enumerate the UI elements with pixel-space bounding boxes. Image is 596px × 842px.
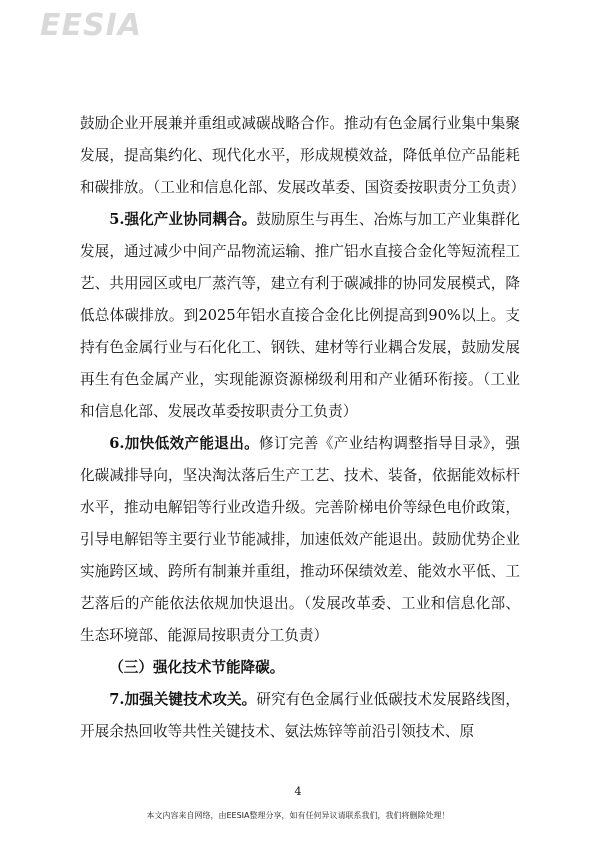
paragraph-3-text: 修订完善《产业结构调整指导目录》，强化碳减排导向，坚决淘汰落后生产工艺、技术、装备，依据能效标杆水平，推动电解铝等行业改造升级。完善阶梯电价等绿色电价政策，引导电解铝等主要行业节能减排，加速低效产能退出。鼓励优势企业实施跨区域、跨所有制兼并重组，推动环保绩效差、能效水平低、工艺落后的产能依法依规加快退出。（发展改革委、工业和信息化部、生态环境部、能源局按职责分工负责） [80, 435, 520, 644]
paragraph-3 [80, 428, 520, 652]
paragraph-3-lead: 6.加快低效产能退出。 [109, 435, 260, 452]
paragraph-2-text: 鼓励原生与再生、冶炼与加工产业集群化发展，通过减少中间产品物流运输、推广铝水直接合金化等短流程工艺、共用园区或电厂蒸汽等，建立有利于碳减排的协同发展模式，降低总体碳排放。到2025年铝水直接合金化比例提高到90%以上。支持有色金属行业与石化化工、钢铁、建材等行业耦合发展，鼓励发展再生有色金属产业，实现能源资源梯级利用和产业循环衔接。（工业和信息化部、发展改革委按职责分工负责） [80, 211, 520, 420]
paragraph-2-lead: 5.强化产业协同耦合。 [109, 211, 257, 228]
paragraph-1: 鼓励企业开展兼并重组或减碳战略合作。推动有色金属行业集中集聚发展，提高集约化、现代化水平，形成规模效益，降低单位产品能耗和碳排放。（工业和信息化部、发展改革委、国资委按职责分工负责） [80, 115, 526, 196]
section-heading: （三）强化技术节能降碳。 [109, 659, 285, 676]
paragraph-4-text: 研究有色金属行业低碳技术发展路线图，开展余热回收等共性关键技术、氨法炼锌等前沿引领技术、原 [80, 691, 520, 740]
footer-note: 本文内容来自网络，由EESIA整理分享，如有任何异议请联系我们，我们将删除处理！ [146, 811, 450, 820]
page-number: 4 [294, 785, 302, 798]
paragraph-4-lead: 7.加强关键技术攻关。 [109, 691, 257, 708]
document-body [80, 108, 526, 748]
paragraph-4 [80, 684, 520, 748]
eesia-logo: EESIA [40, 8, 142, 43]
paragraph-2 [80, 204, 520, 428]
